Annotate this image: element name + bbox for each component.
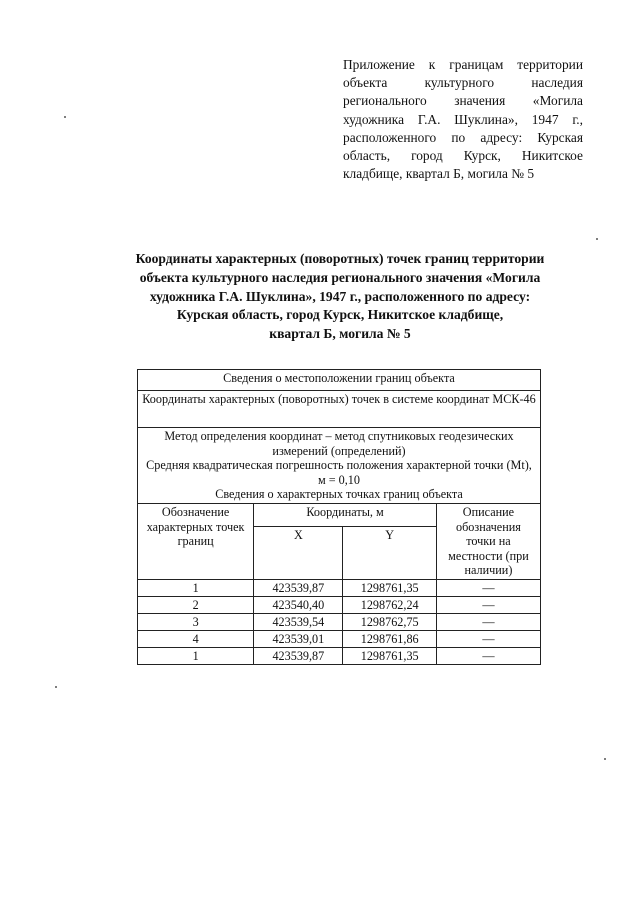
method-cell bbox=[138, 428, 541, 504]
method-row bbox=[138, 428, 541, 504]
description-value: — bbox=[436, 596, 540, 613]
description-value: — bbox=[436, 579, 540, 596]
document-title bbox=[100, 250, 580, 344]
y-value: 1298762,24 bbox=[343, 596, 436, 613]
scan-speck bbox=[55, 686, 57, 688]
title-line: объекта культурного наследия регионального значения «Могила bbox=[139, 269, 541, 285]
error-line: Средняя квадратическая погрешность положения характерной точки (Mt), м = 0,10 bbox=[146, 458, 532, 487]
description-header: Описание обозначения точки на местности (при наличии) bbox=[436, 503, 540, 579]
description-value: — bbox=[436, 647, 540, 664]
table-row bbox=[138, 630, 541, 647]
title-line: Курская область, город Курск, Никитское кладбище, bbox=[176, 307, 504, 323]
section-coord-system-row bbox=[138, 391, 541, 428]
point-number: 2 bbox=[138, 596, 254, 613]
section-location-cell: Сведения о местоположении границ объекта bbox=[138, 370, 541, 391]
coordinates-table bbox=[137, 369, 541, 665]
coordinates-header: Координаты, м bbox=[254, 503, 437, 526]
designation-header: Обозначение характерных точек границ bbox=[138, 503, 254, 579]
x-value: 423540,40 bbox=[254, 596, 343, 613]
points-info-line: Сведения о характерных точках границ объекта bbox=[215, 487, 463, 502]
scan-speck bbox=[64, 116, 66, 118]
section-coord-system-cell: Координаты характерных (поворотных) точек в системе координат МСК-46 bbox=[138, 391, 541, 428]
table-row bbox=[138, 613, 541, 630]
y-value: 1298761,35 bbox=[343, 647, 436, 664]
title-line: Координаты характерных (поворотных) точек границ территории bbox=[135, 251, 545, 266]
header-row bbox=[138, 503, 541, 526]
x-header: X bbox=[254, 526, 343, 579]
table-row bbox=[138, 579, 541, 596]
scan-speck bbox=[596, 238, 598, 240]
table-row bbox=[138, 596, 541, 613]
point-number: 3 bbox=[138, 613, 254, 630]
x-value: 423539,87 bbox=[254, 579, 343, 596]
point-number: 4 bbox=[138, 630, 254, 647]
section-location-row bbox=[138, 370, 541, 391]
title-line: художника Г.А. Шуклина», 1947 г., расположенного по адресу: bbox=[149, 288, 531, 304]
point-number: 1 bbox=[138, 647, 254, 664]
method-line: Метод определения координат – метод спутниковых геодезических измерений (определений) bbox=[164, 429, 514, 458]
table-row bbox=[138, 647, 541, 664]
scan-speck bbox=[604, 758, 606, 760]
x-value: 423539,54 bbox=[254, 613, 343, 630]
description-value: — bbox=[436, 613, 540, 630]
y-value: 1298761,35 bbox=[343, 579, 436, 596]
y-header: Y bbox=[343, 526, 436, 579]
x-value: 423539,87 bbox=[254, 647, 343, 664]
description-value: — bbox=[436, 630, 540, 647]
title-line: квартал Б, могила № 5 bbox=[269, 326, 411, 342]
y-value: 1298761,86 bbox=[343, 630, 436, 647]
x-value: 423539,01 bbox=[254, 630, 343, 647]
appendix-note: Приложение к границам территории объекта культурного наследия регионального значения «Могила художника Г.А. Шуклина», 1947 г., расположенного по адресу: Курская область, город Курск, Никитское кладбище, квартал Б, могила № 5 bbox=[343, 57, 583, 182]
y-value: 1298762,75 bbox=[343, 613, 436, 630]
point-number: 1 bbox=[138, 579, 254, 596]
